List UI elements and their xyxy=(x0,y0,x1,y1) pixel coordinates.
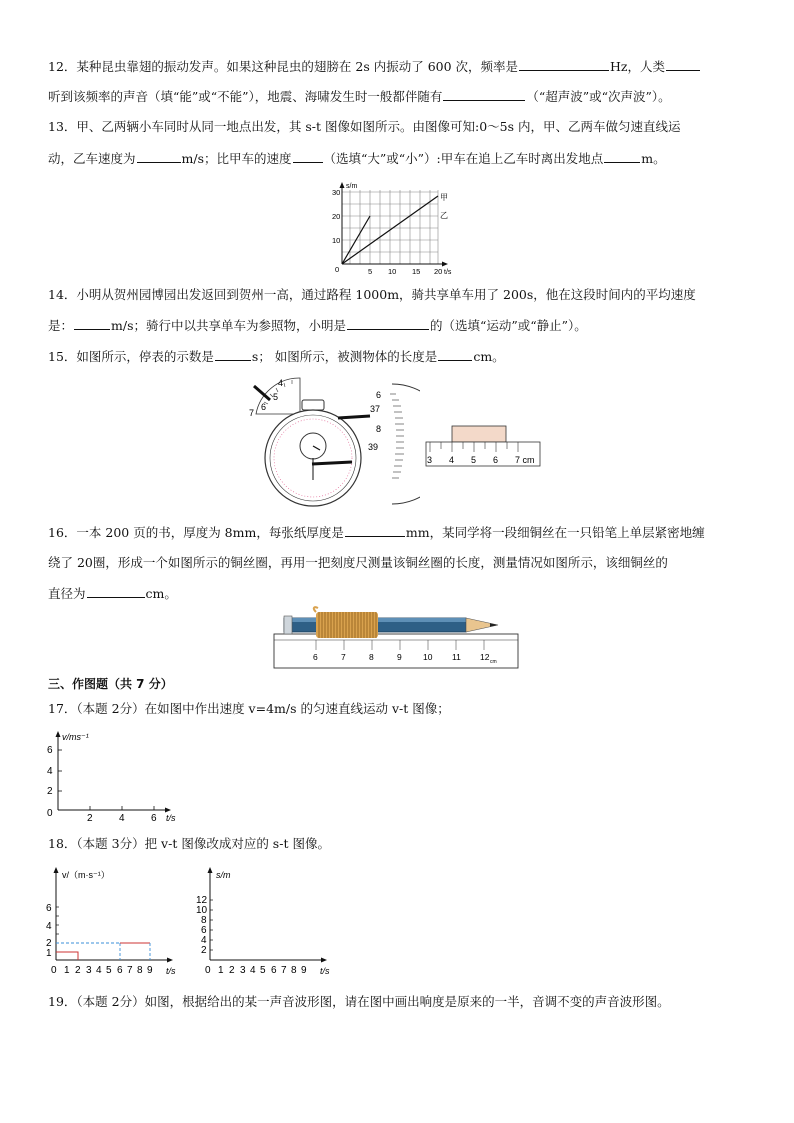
svg-text:4: 4 xyxy=(119,813,125,824)
q13-st-graph xyxy=(330,178,460,278)
svg-text:9: 9 xyxy=(147,965,153,976)
svg-text:3: 3 xyxy=(240,965,246,976)
q13-line2: 动，乙车速度为 m/s；比甲车的速度 （选填“大”或“小”）:甲车在追上乙车时离出发地点 m。 xyxy=(48,151,666,166)
svg-text:6: 6 xyxy=(117,965,123,976)
answer-blank[interactable] xyxy=(604,150,640,163)
svg-text:12: 12 xyxy=(196,895,208,906)
svg-text:t/s: t/s xyxy=(320,966,330,976)
svg-text:9: 9 xyxy=(301,965,307,976)
q18-st-graph xyxy=(196,864,346,980)
svg-text:3: 3 xyxy=(427,455,433,465)
svg-text:t/s: t/s xyxy=(166,966,176,976)
svg-text:12: 12 xyxy=(480,652,490,662)
svg-text:1: 1 xyxy=(64,965,70,976)
svg-text:8: 8 xyxy=(137,965,143,976)
svg-text:v/（m·s⁻¹）: v/（m·s⁻¹） xyxy=(62,870,110,880)
svg-text:15: 15 xyxy=(412,267,421,276)
svg-text:1: 1 xyxy=(218,965,224,976)
svg-text:10: 10 xyxy=(423,652,433,662)
svg-text:6: 6 xyxy=(151,813,157,824)
svg-text:9: 9 xyxy=(397,652,402,662)
svg-text:0: 0 xyxy=(51,965,57,976)
svg-text:s/m: s/m xyxy=(216,870,231,880)
svg-text:6: 6 xyxy=(261,402,267,412)
svg-text:5: 5 xyxy=(273,392,279,402)
svg-text:6: 6 xyxy=(376,390,382,400)
q18-text: 18．（本题 3分）把 v-t 图像改成对应的 s-t 图像。 xyxy=(48,836,330,851)
svg-text:20: 20 xyxy=(332,212,341,221)
svg-text:6: 6 xyxy=(47,745,53,756)
svg-text:t/s: t/s xyxy=(166,813,176,823)
section-heading: 三、作图题（共 7 分） xyxy=(48,677,173,691)
svg-text:8: 8 xyxy=(201,915,207,926)
q12-line1: 12．某种昆虫靠翅的振动发声。如果这种昆虫的翅膀在 2s 内振动了 600 次，频率是 Hz，人类 xyxy=(48,58,701,75)
svg-text:4: 4 xyxy=(250,965,256,976)
svg-text:10: 10 xyxy=(388,267,397,276)
q13-line1: 13．甲、乙两辆小车同时从同一地点出发，其 s-t 图像如图所示。由图像可知:0～5s 内，甲、乙两车做匀速直线运 xyxy=(48,119,681,134)
svg-text:v/ms⁻¹: v/ms⁻¹ xyxy=(62,732,89,742)
answer-blank[interactable] xyxy=(347,317,429,330)
svg-text:2: 2 xyxy=(87,813,93,824)
svg-text:2: 2 xyxy=(47,786,53,797)
svg-text:6: 6 xyxy=(313,652,318,662)
svg-text:10: 10 xyxy=(196,905,208,916)
stopwatch-figure xyxy=(240,374,420,514)
svg-text:2: 2 xyxy=(201,945,207,956)
answer-blank[interactable] xyxy=(438,348,472,361)
answer-blank[interactable] xyxy=(74,317,110,330)
svg-text:4: 4 xyxy=(47,766,53,777)
q17-text: 17．（本题 2分）在如图中作出速度 v=4m/s 的匀速直线运动 v-t 图像； xyxy=(48,701,450,716)
q19-text: 19．（本题 2分）如图，根据给出的某一声音波形图，请在图中画出响度是原来的一半，音调不变的声音波形图。 xyxy=(48,994,670,1009)
answer-blank[interactable] xyxy=(215,348,251,361)
q16-line1: 16．一本 200 页的书，厚度为 8mm，每张纸厚度是 mm，某同学将一段细铜丝在一只铅笔上单层紧密地缠 xyxy=(48,525,705,540)
svg-text:6: 6 xyxy=(271,965,277,976)
answer-blank[interactable] xyxy=(443,88,525,101)
svg-text:甲: 甲 xyxy=(440,193,448,202)
svg-text:1: 1 xyxy=(46,948,52,959)
svg-text:乙: 乙 xyxy=(440,211,448,220)
svg-text:5: 5 xyxy=(471,455,477,465)
svg-text:0: 0 xyxy=(47,808,53,819)
answer-blank[interactable] xyxy=(666,58,700,71)
svg-text:2: 2 xyxy=(229,965,235,976)
q16-line2: 绕了 20圈，形成一个如图所示的铜丝圈，再用一把刻度尺测量该铜丝圈的长度，测量情况如图所示，该细铜丝的 xyxy=(48,555,668,570)
svg-text:8: 8 xyxy=(291,965,297,976)
svg-text:5: 5 xyxy=(106,965,112,976)
svg-text:cm: cm xyxy=(490,659,497,665)
svg-text:t/s: t/s xyxy=(444,269,452,276)
svg-text:39: 39 xyxy=(368,442,379,452)
answer-blank[interactable] xyxy=(137,150,181,163)
q12-line2: 听到该频率的声音（填“能”或“不能”），地震、海啸发生时一般都伴随有 （“超声波”或“次声波”）。 xyxy=(48,89,671,104)
svg-text:8: 8 xyxy=(376,424,382,434)
svg-text:0: 0 xyxy=(205,965,211,976)
answer-blank[interactable] xyxy=(345,524,405,537)
svg-text:37: 37 xyxy=(370,404,381,414)
answer-blank[interactable] xyxy=(519,58,609,71)
q17-vt-graph xyxy=(44,728,184,824)
pencil-coil-figure xyxy=(272,606,522,670)
svg-text:6: 6 xyxy=(46,903,52,914)
svg-text:7 cm: 7 cm xyxy=(515,455,535,465)
q14-line2: 是： m/s；骑行中以共享单车为参照物，小明是 的（选填“运动”或“静止”）。 xyxy=(48,318,587,333)
svg-text:3: 3 xyxy=(86,965,92,976)
svg-text:4: 4 xyxy=(449,455,455,465)
svg-text:30: 30 xyxy=(332,188,341,197)
q18-vt-graph xyxy=(44,864,184,980)
svg-text:2: 2 xyxy=(75,965,81,976)
svg-text:7: 7 xyxy=(281,965,287,976)
length-ruler-figure xyxy=(424,424,544,474)
svg-text:20: 20 xyxy=(434,267,443,276)
svg-text:6: 6 xyxy=(493,455,499,465)
answer-blank[interactable] xyxy=(87,585,145,598)
svg-text:7: 7 xyxy=(249,408,255,418)
svg-text:10: 10 xyxy=(332,236,341,245)
svg-text:5: 5 xyxy=(260,965,266,976)
svg-text:8: 8 xyxy=(369,652,374,662)
q14-line1: 14．小明从贺州园博园出发返回到贺州一高，通过路程 1000m，骑共享单车用了 200s，他在这段时间内的平均速度 xyxy=(48,287,696,302)
svg-text:4: 4 xyxy=(278,378,284,388)
svg-text:0: 0 xyxy=(335,265,340,274)
svg-text:2: 2 xyxy=(46,938,52,949)
svg-text:4: 4 xyxy=(46,921,52,932)
svg-text:7: 7 xyxy=(341,652,346,662)
q15-line1: 15．如图所示，停表的示数是 s； 如图所示，被测物体的长度是 cm。 xyxy=(48,349,505,364)
svg-text:5: 5 xyxy=(368,267,373,276)
svg-text:4: 4 xyxy=(96,965,102,976)
svg-text:11: 11 xyxy=(452,652,461,662)
svg-text:4: 4 xyxy=(201,935,207,946)
svg-text:6: 6 xyxy=(201,925,207,936)
svg-text:s/m: s/m xyxy=(346,183,358,190)
q16-line3: 直径为 cm。 xyxy=(48,586,177,601)
answer-blank[interactable] xyxy=(293,150,323,163)
svg-text:7: 7 xyxy=(127,965,133,976)
